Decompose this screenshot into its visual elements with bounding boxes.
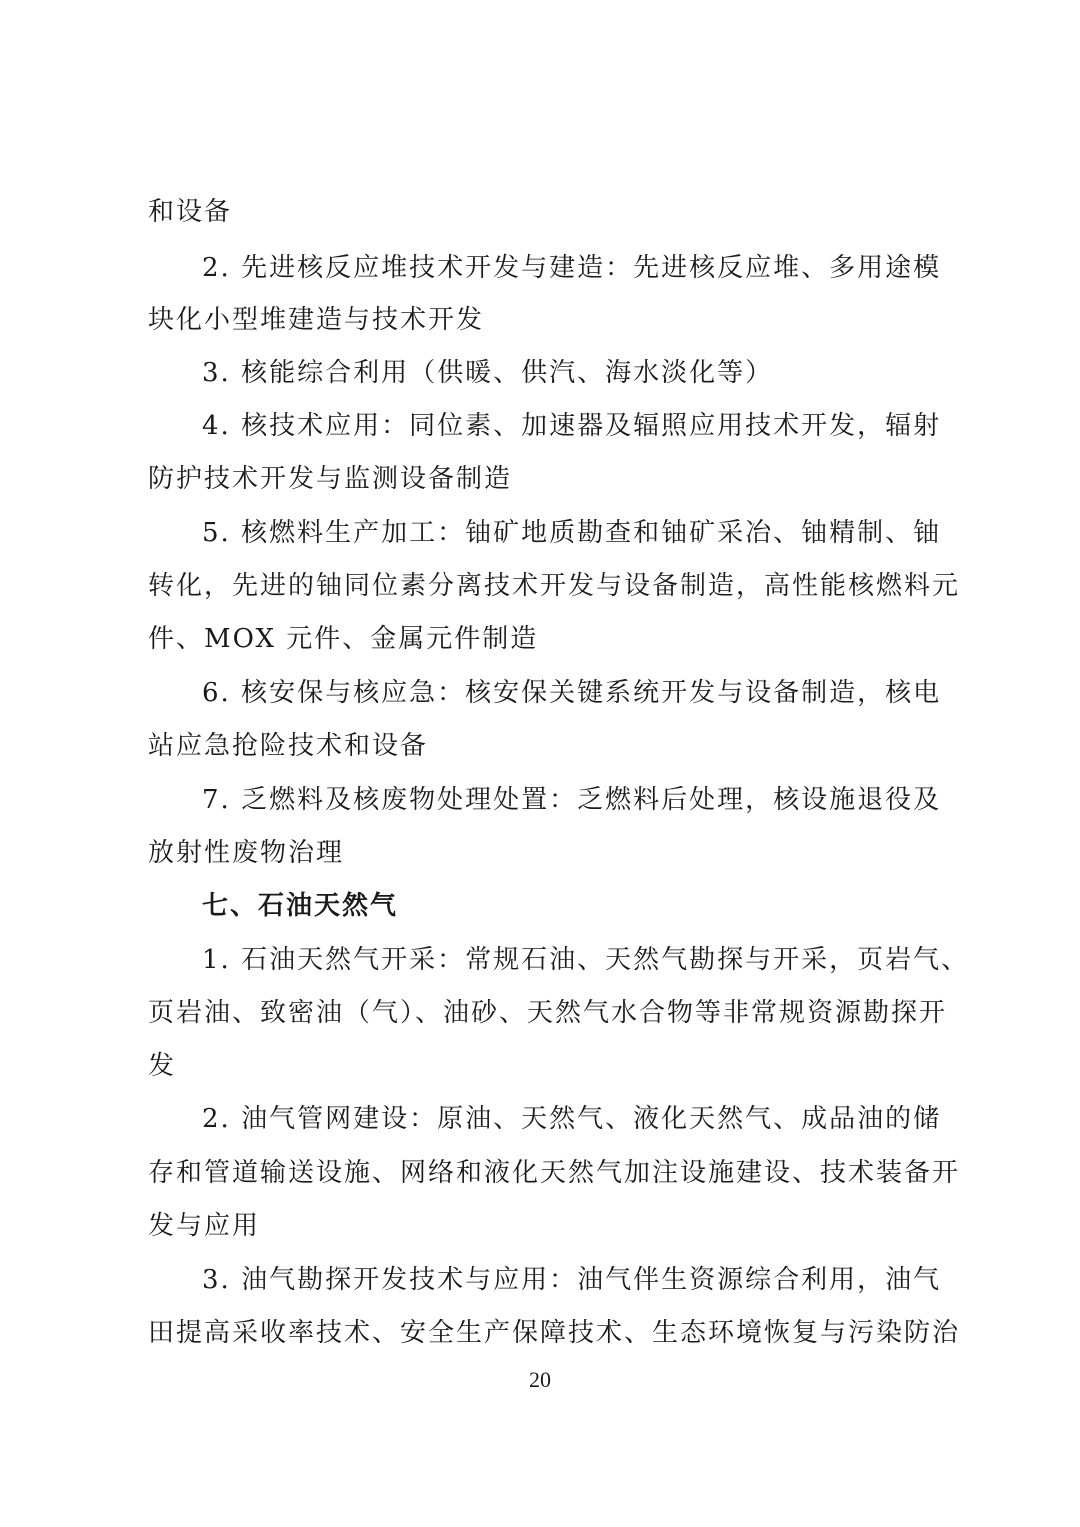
list-item-line: 5. 核燃料生产加工：铀矿地质勘查和铀矿采冶、铀精制、铀 bbox=[202, 518, 942, 548]
text-line: 存和管道输送设施、网络和液化天然气加注设施建设、技术装备开 bbox=[148, 1158, 961, 1188]
text-line: 发与应用 bbox=[148, 1211, 261, 1241]
list-item-line: 6. 核安保与核应急：核安保关键系统开发与设备制造，核电 bbox=[202, 678, 942, 708]
list-item-line: 4. 核技术应用：同位素、加速器及辐照应用技术开发，辐射 bbox=[202, 411, 942, 441]
text-line: 放射性废物治理 bbox=[148, 838, 345, 868]
list-item-line: 2. 先进核反应堆技术开发与建造：先进核反应堆、多用途模 bbox=[202, 253, 942, 283]
text-line: 转化，先进的铀同位素分离技术开发与设备制造，高性能核燃料元 bbox=[148, 571, 961, 601]
text-line: 发 bbox=[148, 1051, 177, 1081]
list-item-line: 2. 油气管网建设：原油、天然气、液化天然气、成品油的储 bbox=[202, 1104, 942, 1134]
list-item-line: 3. 油气勘探开发技术与应用：油气伴生资源综合利用，油气 bbox=[202, 1265, 942, 1295]
page-number: 20 bbox=[529, 1367, 551, 1392]
text-line: 田提高采收率技术、安全生产保障技术、生态环境恢复与污染防治 bbox=[148, 1318, 961, 1348]
text-line: 块化小型堆建造与技术开发 bbox=[148, 305, 485, 335]
list-item-line: 1. 石油天然气开采：常规石油、天然气勘探与开采，页岩气、 bbox=[202, 945, 970, 975]
text-line: 页岩油、致密油（气）、油砂、天然气水合物等非常规资源勘探开 bbox=[148, 998, 948, 1028]
list-item-line: 3. 核能综合利用（供暖、供汽、海水淡化等） bbox=[202, 358, 774, 388]
list-item-line: 7. 乏燃料及核废物处理处置：乏燃料后处理，核设施退役及 bbox=[202, 785, 942, 815]
text-line: 件、MOX 元件、金属元件制造 bbox=[148, 624, 539, 654]
section-heading: 七、石油天然气 bbox=[202, 891, 399, 921]
text-line: 防护技术开发与监测设备制造 bbox=[148, 464, 513, 494]
text-line: 站应急抢险技术和设备 bbox=[148, 731, 429, 761]
text-line: 和设备 bbox=[148, 197, 233, 227]
